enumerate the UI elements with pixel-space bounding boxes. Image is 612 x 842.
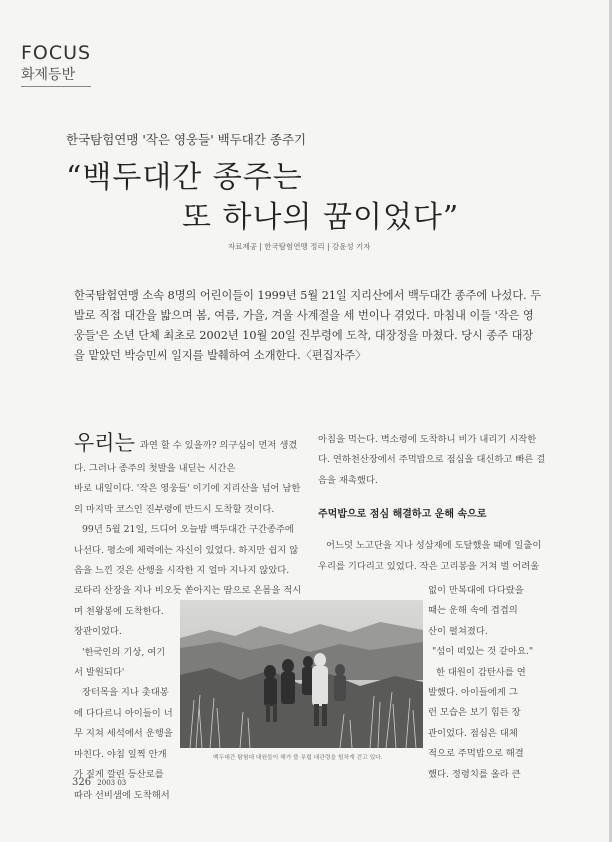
photo-caption: 백두대간 탐험대 대원들이 해가 뜰 무렵 대관령을 힘차게 걷고 있다.	[213, 755, 383, 761]
body-column-2	[318, 430, 554, 577]
article-subhead: 한국탐험연맹 '작은 영웅들' 백두대간 종주기	[66, 132, 307, 147]
section-heading: 주먹밥으로 점심 해결하고 운해 속으로	[318, 509, 487, 521]
body-line: 장터목을 지나 촛대봉	[82, 687, 169, 699]
body-line: 산이 펼쳐졌다.	[428, 625, 488, 637]
article-credit: 자료제공 | 한국탐험연맹 정리 | 강윤성 기자	[228, 242, 371, 251]
body-line: 우리를 기다리고 있었다. 작은 고리봉을 거쳐 벌 어려울	[318, 560, 540, 572]
body-line: 서 발원되다'	[74, 667, 125, 679]
article-title-line-2: 또 하나의 꿈이었다”	[182, 200, 460, 235]
body-line: 관이었다. 점심은 대체	[428, 727, 518, 739]
body-line: 없이 만복대에 다다랐을	[428, 585, 524, 596]
spacer	[318, 491, 554, 505]
spacer	[318, 520, 554, 536]
body-line: 가 짙게 깔린 등산로를	[74, 769, 164, 781]
body-line: 적으로 주먹밥으로 해결	[428, 748, 524, 760]
body-line: 다. 그러나 종주의 첫발을 내딛는 시간은	[74, 463, 236, 474]
body-line: 바로 내일이다. '작은 영웅들' 이기에 지리산을 넘어 남한	[74, 483, 301, 495]
body-line: 99년 5월 21일, 드디어 오늘밤 백두대간 구간종주에	[82, 524, 294, 536]
body-line: 의 마지막 코스인 진부령에 반드시 도착할 것이다.	[74, 503, 275, 515]
body-line: 음을 재촉했다.	[318, 474, 378, 486]
body-line: 장관이었다.	[74, 626, 122, 638]
body-first-line: 우리는 과연 할 수 있을까? 의구심이 먼저 생겼	[74, 431, 298, 455]
body-line: 로타리 산장을 지나 비오듯 쏟아지는 땀으로 온몸을 적시	[74, 585, 302, 597]
body-line: 했다. 정령치를 올라 큰	[428, 768, 521, 780]
body-line: 아침을 먹는다. 벽소령에 도착하니 비가 내리기 시작한	[318, 434, 537, 445]
body-line: '한국인의 기상, 여기	[82, 646, 166, 658]
hikers-photo	[180, 600, 423, 748]
body-line: "섬이 떠있는 것 같아요."	[432, 646, 534, 658]
body-line: 무 지쳐 세석에서 운행을	[74, 728, 173, 740]
body-line: 마친다. 야침 일찍 안개	[74, 748, 167, 760]
body-line: 나선다. 평소에 체력에는 자신이 있었다. 하지만 쉽지 않	[74, 544, 299, 556]
lead-line: 을 맡았던 박승민씨 일지를 발췌하여 소개한다.〈편집자주〉	[74, 349, 367, 362]
body-line: 다. 연하천산장에서 주먹밥으로 점심을 대신하고 빠른 걸	[318, 454, 546, 466]
body-line: 발했다. 아이들에게 그	[428, 687, 518, 699]
lead-line: 웅들'은 소년 단체 최초로 2002년 10월 20일 진부령에 도착, 대장정을 마쳤다. 당시 종주 대장	[74, 329, 534, 342]
body-line: 한 대원이 감탄사를 연	[436, 666, 526, 678]
body-line: 때는 운해 속에 겹겹의	[428, 605, 518, 617]
drop-word: 우리는	[74, 431, 135, 455]
subsection-label: 화제등반	[21, 67, 76, 83]
photo-image	[180, 600, 423, 748]
body-column-2-narrow	[428, 581, 556, 785]
header-divider	[21, 86, 91, 87]
body-line: 어느덧 노고단을 지나 성삼재에 도달했을 때에 일출이	[326, 540, 542, 552]
lead-paragraph	[74, 286, 554, 366]
body-line: 런 모습은 보기 힘든 장	[428, 707, 521, 719]
issue-date: 2003 03	[97, 779, 127, 787]
page-number: 326	[72, 777, 92, 788]
body-line: 따라 선비샘에 도착해서	[74, 789, 170, 801]
body-line: 음을 느낀 것은 산행을 시작한 지 얼마 지나지 않았다.	[74, 565, 290, 577]
article-title-line-1: “백두대간 종주는	[66, 160, 303, 195]
lead-line: 발로 직접 대간을 밟으며 봄, 여름, 가을, 겨울 사계절을 세 번이나 겪었다. 마침내 이들 '작은 영	[74, 309, 534, 322]
body-line: 며 천왕봉에 도착한다.	[74, 605, 164, 617]
page-folio	[72, 777, 126, 788]
section-label: FOCUS	[21, 42, 92, 64]
body-line: 에 다다르니 아이들이 너	[74, 707, 173, 719]
lead-line: 한국탐험연맹 소속 8명의 어린이들이 1999년 5월 21일 지리산에서 백두대간 종주에 나섰다. 두	[74, 289, 542, 302]
